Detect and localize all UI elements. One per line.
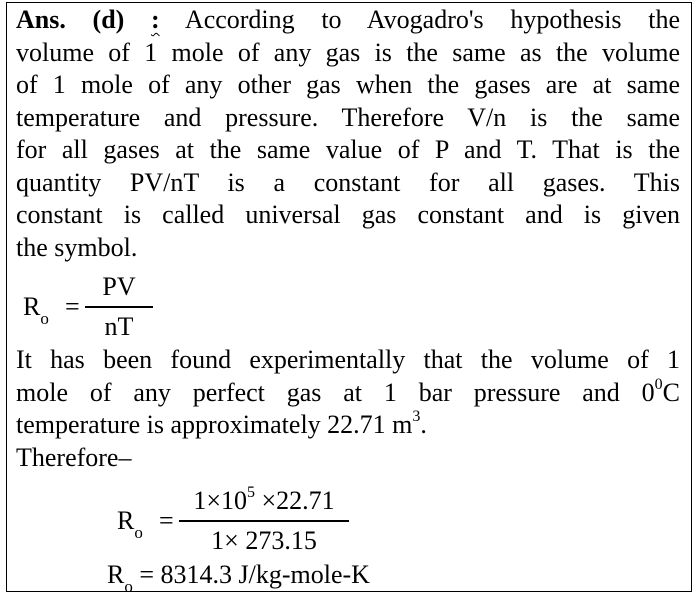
answer-line-2: volume of 1 mole of any gas is the same as the volume xyxy=(16,37,680,67)
fraction-denominator: nT xyxy=(104,311,134,341)
answer-line-6: quantity PV/nT is a constant for all gases. This xyxy=(16,167,680,197)
answer-label: Ans. (d) : xyxy=(16,5,160,34)
experiment-line-2: mole of any perfect gas at 1 bar pressure and $0^0C$ xyxy=(16,375,680,407)
experiment-line-1: It has been found experimentally that the volume of 1 xyxy=(16,345,680,374)
fraction-numerator: PV xyxy=(102,272,136,301)
answer-line-4: temperature and pressure. Therefore V/n is the same xyxy=(16,102,680,132)
final-result: $R_o = 8314.3$ J/kg-mole-K xyxy=(107,560,370,596)
equals-sign: = xyxy=(159,506,174,535)
calculation-lhs: $R_o$ xyxy=(117,506,143,542)
answer-line-5: for all gases at the same value of P and T. That is the xyxy=(16,135,680,164)
calculation-fraction xyxy=(179,484,349,558)
experiment-line-3: temperature is approximately 22.71 $m^3$. xyxy=(16,408,427,439)
calculation-denominator: 1× 273.15 xyxy=(211,525,317,555)
experiment-paragraph xyxy=(16,344,680,474)
fraction-bar xyxy=(179,520,349,522)
answer-paragraph xyxy=(16,4,680,264)
experiment-line-4: Therefore– xyxy=(16,442,132,472)
equation-lhs: $R_o$ xyxy=(23,292,49,328)
fraction xyxy=(85,270,153,344)
equals-sign: = xyxy=(65,292,80,321)
answer-line-1: Ans. (d) : According to Avogadro's hypothesis the xyxy=(16,5,680,34)
fraction-bar xyxy=(85,306,153,308)
answer-line-3: of 1 mole of any other gas when the gases are at same xyxy=(16,70,680,99)
answer-line-8: the symbol. xyxy=(16,232,138,262)
answer-separator: : xyxy=(151,5,160,34)
answer-line-7: constant is called universal gas constant and is given xyxy=(16,200,680,229)
calculation-numerator: $1\times 10^5 \times 22.71$ xyxy=(193,484,335,515)
